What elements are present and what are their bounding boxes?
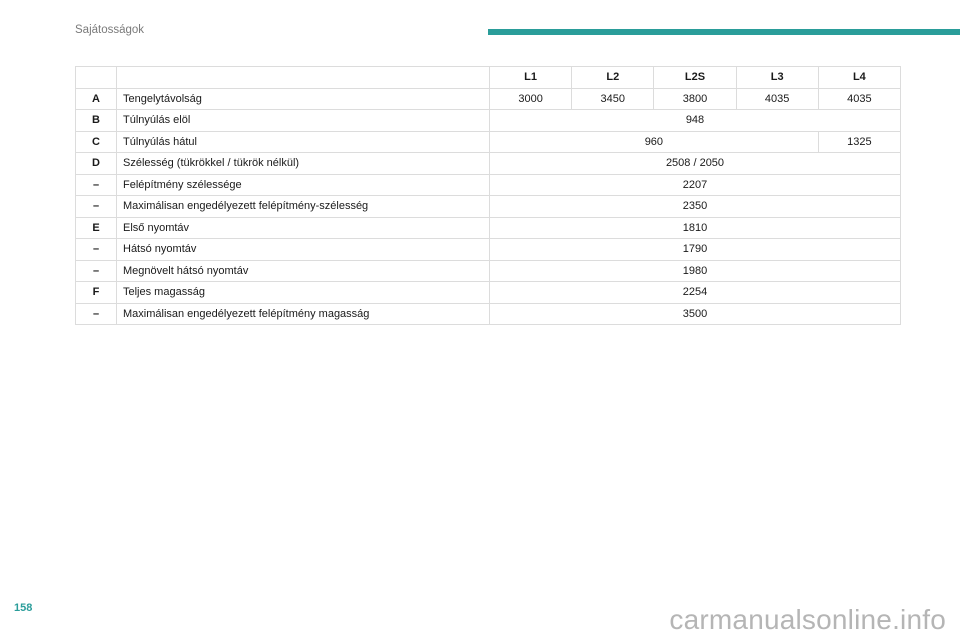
table-row: [76, 239, 901, 261]
row-key: –: [76, 303, 117, 325]
row-value: 4035: [818, 88, 900, 110]
table-row: [76, 282, 901, 304]
dimensions-table: [75, 66, 901, 325]
row-value: 1810: [490, 217, 901, 239]
row-value: 3000: [490, 88, 572, 110]
header-accent-bar: [488, 29, 960, 35]
row-label: Tengelytávolság: [117, 88, 490, 110]
row-key: B: [76, 110, 117, 132]
row-value: 2254: [490, 282, 901, 304]
row-value: 2508 / 2050: [490, 153, 901, 175]
row-key: A: [76, 88, 117, 110]
table-row: [76, 88, 901, 110]
row-label: Hátsó nyomtáv: [117, 239, 490, 261]
table-row: [76, 131, 901, 153]
column-header: L2S: [654, 67, 736, 89]
row-label: Teljes magasság: [117, 282, 490, 304]
row-label: Maximálisan engedélyezett felépítmény-szélesség: [117, 196, 490, 218]
table-row: [76, 153, 901, 175]
table-row: [76, 260, 901, 282]
table-header-row: [76, 67, 901, 89]
row-label: Túlnyúlás hátul: [117, 131, 490, 153]
column-header: L1: [490, 67, 572, 89]
column-header: L3: [736, 67, 818, 89]
table-row: [76, 196, 901, 218]
row-key: –: [76, 260, 117, 282]
header-empty-cell: [76, 67, 117, 89]
table-row: [76, 110, 901, 132]
row-key: F: [76, 282, 117, 304]
row-key: D: [76, 153, 117, 175]
column-header: L2: [572, 67, 654, 89]
row-key: C: [76, 131, 117, 153]
page-number: 158: [14, 602, 33, 614]
row-key: –: [76, 239, 117, 261]
row-value: 2207: [490, 174, 901, 196]
row-value: 3450: [572, 88, 654, 110]
table-row: [76, 303, 901, 325]
table-row: [76, 174, 901, 196]
row-label: Felépítmény szélessége: [117, 174, 490, 196]
column-header: L4: [818, 67, 900, 89]
row-value: 960: [490, 131, 819, 153]
row-value: 2350: [490, 196, 901, 218]
row-label: Első nyomtáv: [117, 217, 490, 239]
row-key: E: [76, 217, 117, 239]
row-value: 4035: [736, 88, 818, 110]
row-value: 3800: [654, 88, 736, 110]
row-value: 1325: [818, 131, 900, 153]
header-empty-cell: [117, 67, 490, 89]
row-label: Megnövelt hátsó nyomtáv: [117, 260, 490, 282]
table-row: [76, 217, 901, 239]
row-value: 3500: [490, 303, 901, 325]
row-label: Túlnyúlás elöl: [117, 110, 490, 132]
row-value: 1980: [490, 260, 901, 282]
row-value: 1790: [490, 239, 901, 261]
watermark-logo: carmanualsonline.info: [669, 604, 946, 635]
row-label: Maximálisan engedélyezett felépítmény magasság: [117, 303, 490, 325]
row-key: –: [76, 196, 117, 218]
section-title: Sajátosságok: [75, 24, 145, 36]
row-key: –: [76, 174, 117, 196]
row-value: 948: [490, 110, 901, 132]
row-label: Szélesség (tükrökkel / tükrök nélkül): [117, 153, 490, 175]
